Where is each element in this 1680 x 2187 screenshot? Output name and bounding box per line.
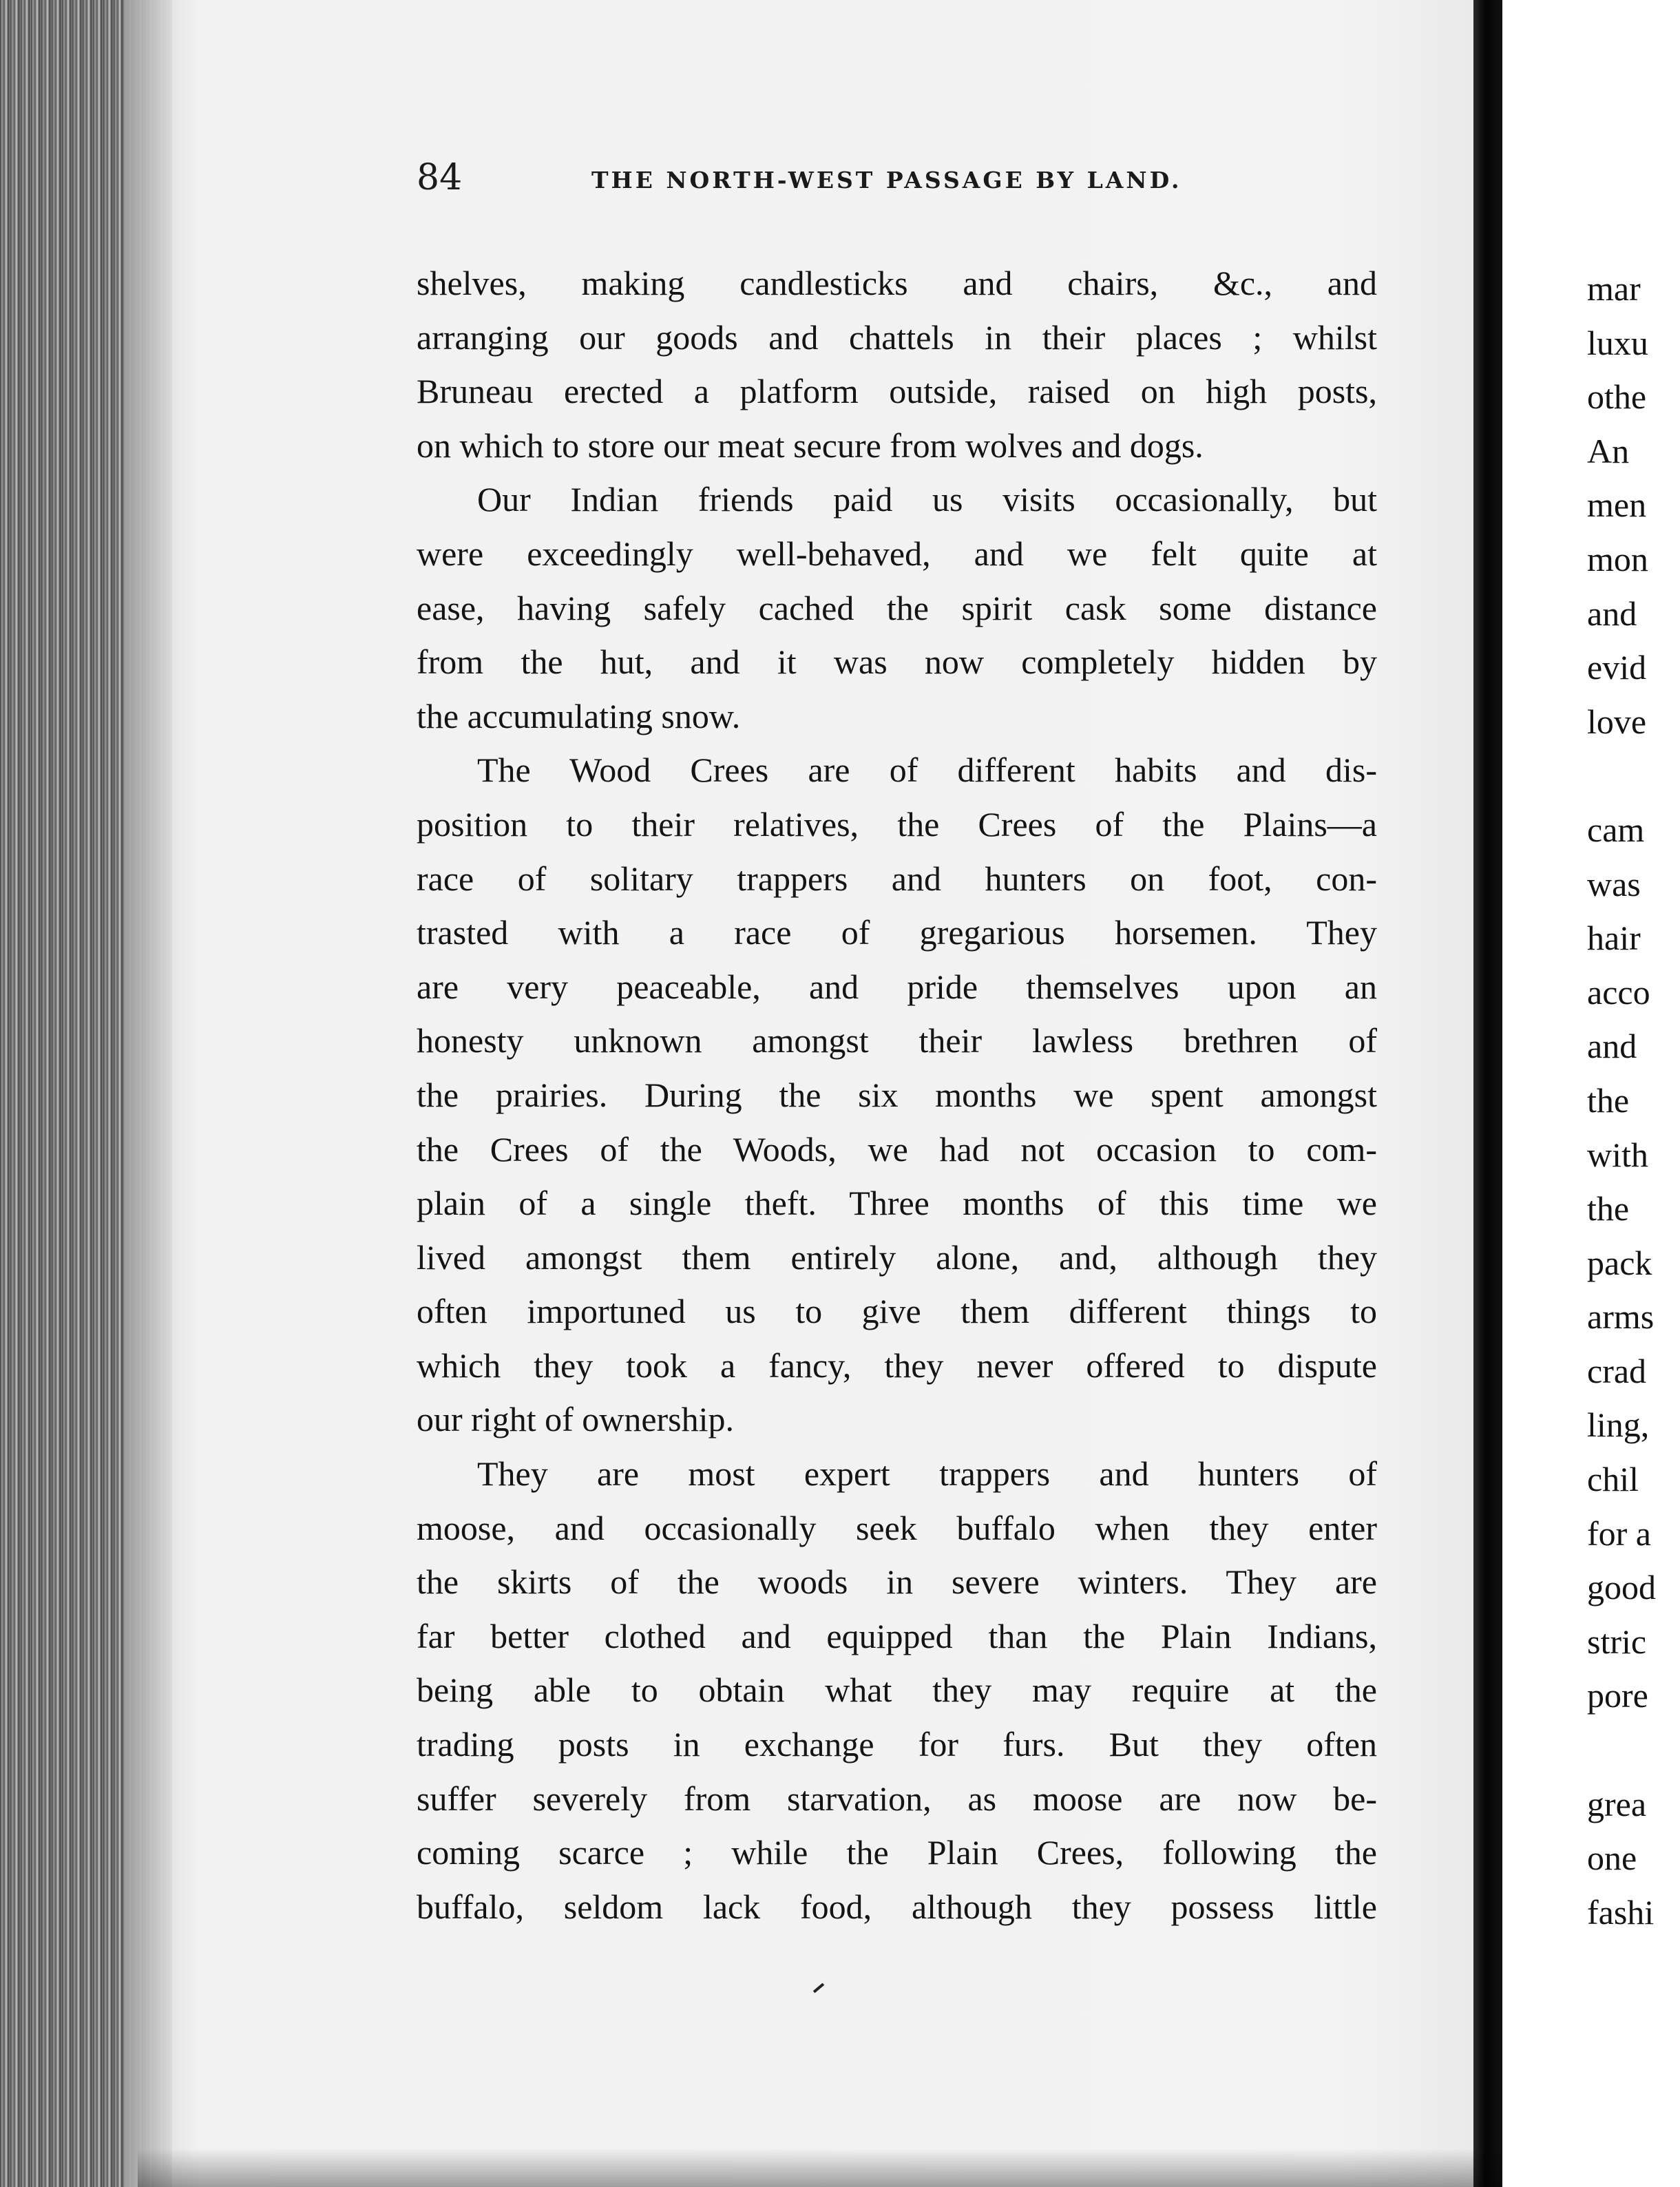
facing-page-line: with — [1587, 1135, 1648, 1174]
facing-page-line: crad — [1587, 1351, 1647, 1390]
facing-page-line: evid — [1587, 648, 1647, 687]
text-line: The Wood Crees are of different habits and dis- — [477, 751, 1377, 790]
facing-page-line: mon — [1587, 539, 1648, 578]
facing-page-line: one — [1587, 1839, 1637, 1878]
text-line: are very peaceable, and pride themselves upon an — [417, 967, 1377, 1006]
facing-page-line: luxu — [1587, 323, 1648, 362]
facing-page-line: good — [1587, 1568, 1656, 1607]
text-line: were exceedingly well-behaved, and we felt quite at — [417, 534, 1377, 573]
text-line: Bruneau erected a platform outside, raised on high posts, — [417, 372, 1377, 411]
facing-page-line: grea — [1587, 1784, 1647, 1823]
text-line: position to their relatives, the Crees of the Plains—a — [417, 804, 1377, 844]
text-line: far better clothed and equipped than the Plain Indians, — [417, 1616, 1377, 1655]
text-line: honesty unknown amongst their lawless brethren of — [417, 1021, 1377, 1060]
text-line: the accumulating snow. — [417, 696, 741, 735]
facing-page-line: ling, — [1587, 1405, 1650, 1445]
text-line: trasted with a race of gregarious horsemen. They — [417, 913, 1377, 952]
facing-page-line: mar — [1587, 269, 1641, 308]
text-line: being able to obtain what they may require at the — [417, 1671, 1377, 1710]
facing-page-line: and — [1587, 594, 1637, 633]
text-line: the prairies. During the six months we spent amongst — [417, 1075, 1377, 1114]
text-line: They are most expert trappers and hunters of — [477, 1454, 1377, 1494]
text-line: moose, and occasionally seek buffalo when they enter — [417, 1508, 1377, 1547]
facing-page-line: pack — [1587, 1243, 1652, 1282]
facing-page-line: An — [1587, 431, 1630, 470]
bottom-shadow — [138, 2148, 1501, 2187]
facing-page-line: the — [1587, 1189, 1630, 1228]
facing-page-line: men — [1587, 485, 1647, 525]
facing-page-line: othe — [1587, 377, 1647, 417]
text-line: the skirts of the woods in severe winters. They are — [417, 1562, 1377, 1602]
page-header — [417, 157, 1380, 212]
text-line: arranging our goods and chattels in their places ; whilst — [417, 317, 1377, 357]
facing-page-line: arms — [1587, 1297, 1655, 1337]
text-line: race of solitary trappers and hunters on foot, con- — [417, 859, 1377, 898]
text-line: trading posts in exchange for furs. But they often — [417, 1725, 1377, 1764]
text-line: ease, having safely cached the spirit cask some distance — [417, 588, 1377, 627]
text-line: buffalo, seldom lack food, although they possess little — [417, 1887, 1377, 1926]
page-number: 84 — [417, 157, 463, 198]
facing-page-line: fashi — [1587, 1892, 1655, 1932]
facing-page-line: chil — [1587, 1460, 1639, 1499]
facing-page — [1501, 14, 1680, 2187]
facing-page-line — [1501, 1723, 1680, 1777]
facing-page-line: hair — [1587, 919, 1641, 958]
facing-page-line: the — [1587, 1080, 1630, 1120]
facing-page-text — [1501, 262, 1680, 1939]
facing-page-line: pore — [1587, 1676, 1648, 1715]
text-line: plain of a single theft. Three months of this time we — [417, 1184, 1377, 1223]
text-line: shelves, making candlesticks and chairs, &c., and — [417, 264, 1377, 302]
text-line: our right of ownership. — [417, 1400, 735, 1439]
book-gutter — [1473, 0, 1502, 2187]
body-text — [417, 256, 1377, 1934]
running-head: THE NORTH-WEST PASSAGE BY LAND. — [591, 167, 1182, 193]
facing-page-line: stric — [1587, 1622, 1647, 1661]
text-line: suffer severely from starvation, as moose are now be- — [417, 1779, 1377, 1818]
text-line: coming scarce ; while the Plain Crees, following the — [417, 1833, 1377, 1872]
facing-page-line: and — [1587, 1027, 1637, 1066]
text-line: from the hut, and it was now completely hidden by — [417, 642, 1377, 682]
facing-page-line — [1501, 749, 1680, 803]
text-line: lived amongst them entirely alone, and, although they — [417, 1237, 1377, 1277]
text-line: the Crees of the Woods, we had not occasion to com- — [417, 1129, 1377, 1169]
facing-page-line: was — [1587, 864, 1641, 903]
text-line: which they took a fancy, they never offered to dispute — [417, 1346, 1377, 1385]
text-line: Our Indian friends paid us visits occasionally, but — [477, 480, 1377, 519]
facing-page-line: love — [1587, 702, 1647, 741]
facing-page-line: for a — [1587, 1514, 1651, 1553]
text-line: often importuned us to give them different things to — [417, 1292, 1377, 1331]
facing-page-line: cam — [1587, 810, 1645, 849]
text-line: on which to store our meat secure from wolves and dogs. — [417, 426, 1204, 465]
facing-page-line: acco — [1587, 972, 1650, 1012]
